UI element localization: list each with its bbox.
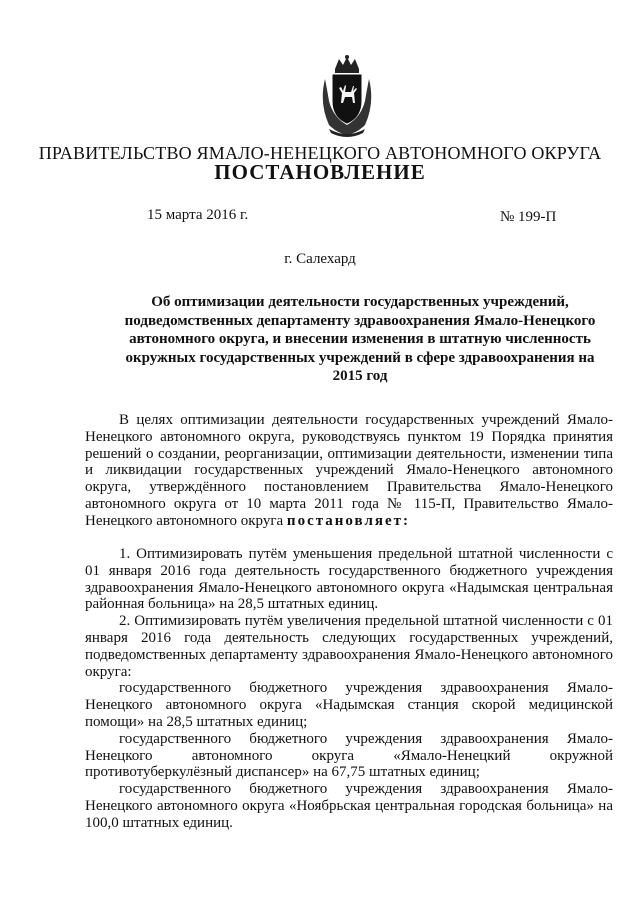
document-city: г. Салехард <box>284 251 356 267</box>
preamble-text: В целях оптимизации деятельности государственных учреждений Ямало-Ненецкого автономного округа, руководствуясь пунктом 19 Порядка принятия решений о создании, реорганизации, оптимизации деятельности, изменении типа и ликвидации государственных учреждений Ямало-Ненецкого автономного округа, утверждённого постановлением Правительства Ямало-Ненецкого автономного округа от 10 марта 2011 года № 115-П, Правительство Ямало-Ненецкого автономного округа <box>85 412 613 529</box>
resolves-word: постановляет: <box>286 512 410 529</box>
paragraph-2-item-2: государственного бюджетного учреждения здравоохранения Ямало-Ненецкого автономного округа «Ямало-Ненецкий окружной противотуберкулёзный диспансер» на 67,75 штатных единиц; <box>85 730 613 781</box>
preamble <box>85 412 613 530</box>
document-number: № 199-П <box>500 209 557 225</box>
government-name: ПРАВИТЕЛЬСТВО ЯМАЛО-НЕНЕЦКОГО АВТОНОМНОГО ОКРУГА <box>38 143 602 163</box>
paragraph-1: 1. Оптимизировать путём уменьшения предельной штатной численности с 01 января 2016 года деятельность государственного бюджетного учреждения здравоохранения Ямало-Ненецкого автономного округа «Надымская центральная районная больница» на 28,5 штатных единиц. <box>85 546 613 613</box>
paragraph-2-item-3: государственного бюджетного учреждения здравоохранения Ямало-Ненецкого автономного округа «Ноябрьская центральная городская больница» на 100,0 штатных единиц. <box>85 781 613 831</box>
coat-of-arms-emblem <box>315 55 379 139</box>
paragraph-2-item-1: государственного бюджетного учреждения здравоохранения Ямало-Ненецкого автономного округа «Надымская станция скорой медицинской помощи» на 28,5 штатных единиц; <box>85 680 613 730</box>
document-title: Об оптимизации деятельности государственных учреждений, подведомственных департаменту здравоохранения Ямало-Ненецкого автономного округа, и внесении изменения в штатную численность окружных государственных учреждений в сфере здравоохранения на 2015 год <box>124 294 596 385</box>
resolution-points <box>85 546 613 832</box>
paragraph-2: 2. Оптимизировать путём увеличения предельной штатной численности с 01 января 2016 года деятельность следующих государственных учреждений, подведомственных департаменту здравоохранения Ямало-Ненецкого автономного округа: <box>85 613 613 680</box>
document-type: ПОСТАНОВЛЕНИЕ <box>214 160 426 184</box>
document-date: 15 марта 2016 г. <box>147 207 249 223</box>
